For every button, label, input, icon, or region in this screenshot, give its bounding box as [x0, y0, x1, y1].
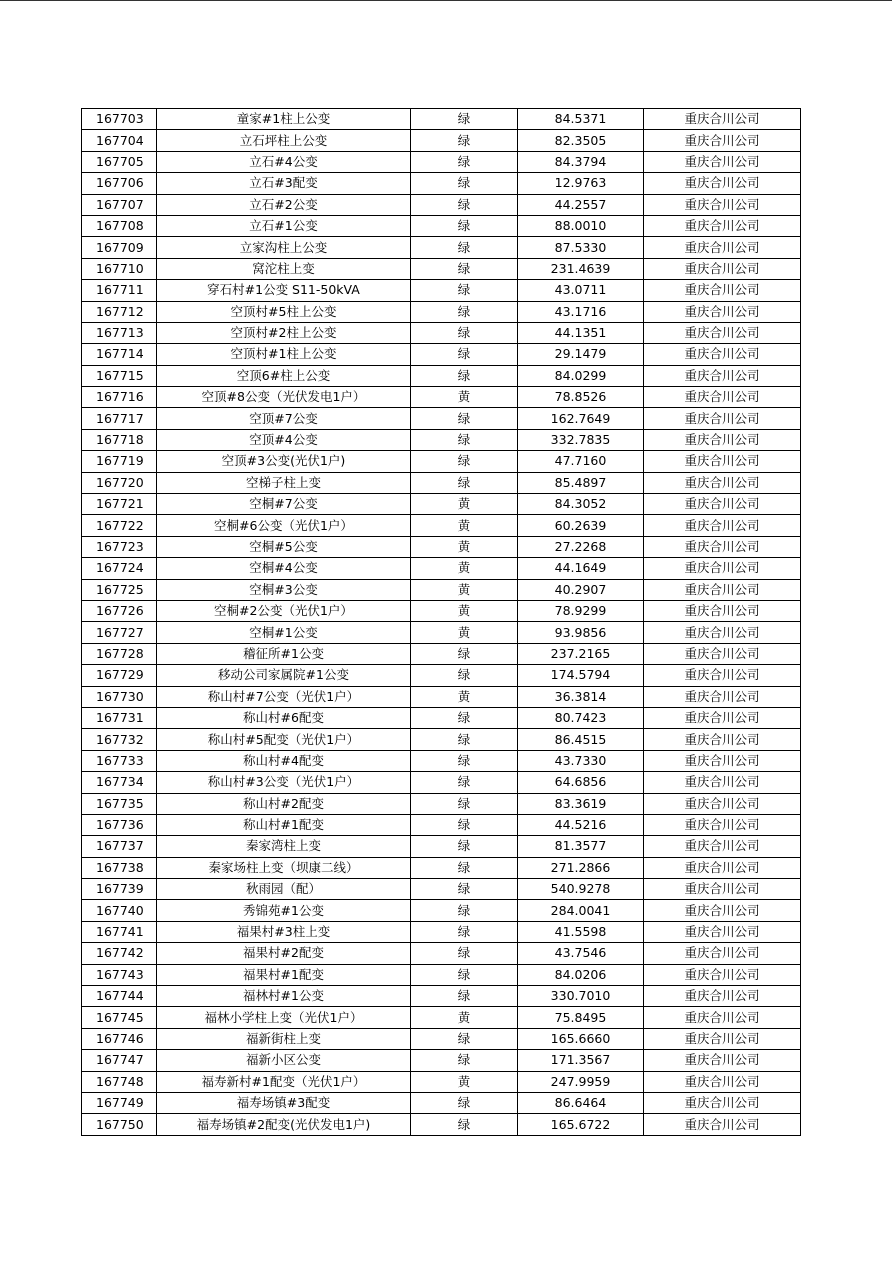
- table-row: [82, 387, 801, 408]
- company-cell: 重庆合川公司: [644, 921, 801, 942]
- status-cell: 绿: [411, 772, 518, 793]
- transformer-name: 窝沱柱上变: [157, 258, 411, 279]
- value-cell: 271.2866: [518, 857, 644, 878]
- status-cell: 绿: [411, 707, 518, 728]
- company-cell: 重庆合川公司: [644, 173, 801, 194]
- value-cell: 540.9278: [518, 879, 644, 900]
- company-cell: 重庆合川公司: [644, 729, 801, 750]
- row-id: 167744: [82, 986, 157, 1007]
- table-body: [82, 109, 801, 1136]
- table-row: [82, 729, 801, 750]
- value-cell: 64.6856: [518, 772, 644, 793]
- company-cell: 重庆合川公司: [644, 879, 801, 900]
- table-row: [82, 322, 801, 343]
- transformer-name: 空桐#1公变: [157, 622, 411, 643]
- row-id: 167713: [82, 322, 157, 343]
- company-cell: 重庆合川公司: [644, 408, 801, 429]
- table-row: [82, 665, 801, 686]
- company-cell: 重庆合川公司: [644, 494, 801, 515]
- table-row: [82, 558, 801, 579]
- transformer-name: 立石#3配变: [157, 173, 411, 194]
- transformer-name: 立石#4公变: [157, 151, 411, 172]
- table-row: [82, 237, 801, 258]
- status-cell: 绿: [411, 429, 518, 450]
- transformer-name: 空顶6#柱上公变: [157, 365, 411, 386]
- table-row: [82, 879, 801, 900]
- status-cell: 绿: [411, 344, 518, 365]
- value-cell: 87.5330: [518, 237, 644, 258]
- transformer-name: 秋雨园（配）: [157, 879, 411, 900]
- transformer-name: 空桐#3公变: [157, 579, 411, 600]
- row-id: 167715: [82, 365, 157, 386]
- transformer-name: 空桐#6公变（光伏1户）: [157, 515, 411, 536]
- transformer-name: 立石坪柱上公变: [157, 130, 411, 151]
- value-cell: 80.7423: [518, 707, 644, 728]
- transformer-name: 福林小学柱上变（光伏1户）: [157, 1007, 411, 1028]
- row-id: 167706: [82, 173, 157, 194]
- company-cell: 重庆合川公司: [644, 665, 801, 686]
- row-id: 167705: [82, 151, 157, 172]
- row-id: 167736: [82, 814, 157, 835]
- transformer-name: 称山村#1配变: [157, 814, 411, 835]
- status-cell: 绿: [411, 151, 518, 172]
- company-cell: 重庆合川公司: [644, 1007, 801, 1028]
- company-cell: 重庆合川公司: [644, 536, 801, 557]
- company-cell: 重庆合川公司: [644, 622, 801, 643]
- table-row: [82, 1050, 801, 1071]
- table-row: [82, 109, 801, 130]
- value-cell: 43.7330: [518, 750, 644, 771]
- value-cell: 84.0299: [518, 365, 644, 386]
- value-cell: 27.2268: [518, 536, 644, 557]
- table-row: [82, 600, 801, 621]
- row-id: 167716: [82, 387, 157, 408]
- value-cell: 165.6722: [518, 1114, 644, 1135]
- value-cell: 29.1479: [518, 344, 644, 365]
- status-cell: 绿: [411, 258, 518, 279]
- value-cell: 44.1351: [518, 322, 644, 343]
- status-cell: 绿: [411, 301, 518, 322]
- status-cell: 黄: [411, 387, 518, 408]
- table-row: [82, 686, 801, 707]
- status-cell: 绿: [411, 665, 518, 686]
- status-cell: 绿: [411, 1028, 518, 1049]
- value-cell: 86.4515: [518, 729, 644, 750]
- transformer-name: 秦家湾柱上变: [157, 836, 411, 857]
- transformer-name: 空顶#3公变(光伏1户): [157, 451, 411, 472]
- row-id: 167741: [82, 921, 157, 942]
- transformer-name: 立石#1公变: [157, 215, 411, 236]
- table-row: [82, 964, 801, 985]
- table-row: [82, 173, 801, 194]
- transformer-name: 立家沟柱上公变: [157, 237, 411, 258]
- status-cell: 绿: [411, 729, 518, 750]
- status-cell: 绿: [411, 280, 518, 301]
- row-id: 167720: [82, 472, 157, 493]
- status-cell: 绿: [411, 109, 518, 130]
- company-cell: 重庆合川公司: [644, 707, 801, 728]
- transformer-name: 秀锦苑#1公变: [157, 900, 411, 921]
- company-cell: 重庆合川公司: [644, 151, 801, 172]
- value-cell: 41.5598: [518, 921, 644, 942]
- company-cell: 重庆合川公司: [644, 1028, 801, 1049]
- value-cell: 78.9299: [518, 600, 644, 621]
- status-cell: 绿: [411, 472, 518, 493]
- transformer-name: 空桐#2公变（光伏1户）: [157, 600, 411, 621]
- company-cell: 重庆合川公司: [644, 451, 801, 472]
- row-id: 167719: [82, 451, 157, 472]
- table-row: [82, 622, 801, 643]
- table-row: [82, 1007, 801, 1028]
- value-cell: 84.3794: [518, 151, 644, 172]
- company-cell: 重庆合川公司: [644, 579, 801, 600]
- company-cell: 重庆合川公司: [644, 365, 801, 386]
- value-cell: 44.2557: [518, 194, 644, 215]
- status-cell: 绿: [411, 986, 518, 1007]
- value-cell: 43.0711: [518, 280, 644, 301]
- transformer-name: 空桐#5公变: [157, 536, 411, 557]
- status-cell: 绿: [411, 194, 518, 215]
- table-row: [82, 429, 801, 450]
- value-cell: 162.7649: [518, 408, 644, 429]
- row-id: 167711: [82, 280, 157, 301]
- status-cell: 绿: [411, 408, 518, 429]
- transformer-name: 称山村#7公变（光伏1户）: [157, 686, 411, 707]
- transformer-name: 福寿新村#1配变（光伏1户）: [157, 1071, 411, 1092]
- transformer-name: 福果村#1配变: [157, 964, 411, 985]
- table-row: [82, 151, 801, 172]
- value-cell: 81.3577: [518, 836, 644, 857]
- row-id: 167728: [82, 643, 157, 664]
- status-cell: 绿: [411, 451, 518, 472]
- row-id: 167749: [82, 1092, 157, 1113]
- value-cell: 82.3505: [518, 130, 644, 151]
- status-cell: 绿: [411, 750, 518, 771]
- transformer-name: 福寿场镇#2配变(光伏发电1户): [157, 1114, 411, 1135]
- row-id: 167710: [82, 258, 157, 279]
- table-row: [82, 814, 801, 835]
- transformer-name: 称山村#4配变: [157, 750, 411, 771]
- row-id: 167742: [82, 943, 157, 964]
- row-id: 167723: [82, 536, 157, 557]
- page-top-border: [0, 0, 892, 1]
- row-id: 167734: [82, 772, 157, 793]
- row-id: 167743: [82, 964, 157, 985]
- status-cell: 黄: [411, 536, 518, 557]
- table-row: [82, 451, 801, 472]
- status-cell: 黄: [411, 686, 518, 707]
- row-id: 167750: [82, 1114, 157, 1135]
- transformer-name: 福寿场镇#3配变: [157, 1092, 411, 1113]
- transformer-name: 福果村#2配变: [157, 943, 411, 964]
- value-cell: 85.4897: [518, 472, 644, 493]
- company-cell: 重庆合川公司: [644, 1114, 801, 1135]
- company-cell: 重庆合川公司: [644, 109, 801, 130]
- transformer-name: 穿石村#1公变 S11-50kVA: [157, 280, 411, 301]
- transformer-name: 空桐#7公变: [157, 494, 411, 515]
- status-cell: 绿: [411, 1114, 518, 1135]
- company-cell: 重庆合川公司: [644, 750, 801, 771]
- status-cell: 绿: [411, 900, 518, 921]
- value-cell: 78.8526: [518, 387, 644, 408]
- status-cell: 绿: [411, 1050, 518, 1071]
- transformer-name: 空桐#4公变: [157, 558, 411, 579]
- table-row: [82, 579, 801, 600]
- status-cell: 绿: [411, 322, 518, 343]
- company-cell: 重庆合川公司: [644, 900, 801, 921]
- transformer-name: 空顶#8公变（光伏发电1户）: [157, 387, 411, 408]
- table-row: [82, 1028, 801, 1049]
- value-cell: 36.3814: [518, 686, 644, 707]
- status-cell: 绿: [411, 943, 518, 964]
- company-cell: 重庆合川公司: [644, 1050, 801, 1071]
- status-cell: 绿: [411, 215, 518, 236]
- transformer-name: 立石#2公变: [157, 194, 411, 215]
- value-cell: 332.7835: [518, 429, 644, 450]
- table-row: [82, 643, 801, 664]
- table-row: [82, 215, 801, 236]
- table-row: [82, 365, 801, 386]
- row-id: 167740: [82, 900, 157, 921]
- table-row: [82, 1071, 801, 1092]
- value-cell: 174.5794: [518, 665, 644, 686]
- company-cell: 重庆合川公司: [644, 280, 801, 301]
- table-row: [82, 194, 801, 215]
- row-id: 167704: [82, 130, 157, 151]
- status-cell: 绿: [411, 643, 518, 664]
- company-cell: 重庆合川公司: [644, 515, 801, 536]
- company-cell: 重庆合川公司: [644, 600, 801, 621]
- transformer-name: 稽征所#1公变: [157, 643, 411, 664]
- value-cell: 171.3567: [518, 1050, 644, 1071]
- company-cell: 重庆合川公司: [644, 986, 801, 1007]
- row-id: 167732: [82, 729, 157, 750]
- company-cell: 重庆合川公司: [644, 322, 801, 343]
- status-cell: 绿: [411, 879, 518, 900]
- company-cell: 重庆合川公司: [644, 964, 801, 985]
- row-id: 167746: [82, 1028, 157, 1049]
- value-cell: 40.2907: [518, 579, 644, 600]
- status-cell: 绿: [411, 1092, 518, 1113]
- table-row: [82, 900, 801, 921]
- transformer-table: [81, 108, 801, 1136]
- table-row: [82, 943, 801, 964]
- value-cell: 75.8495: [518, 1007, 644, 1028]
- company-cell: 重庆合川公司: [644, 643, 801, 664]
- row-id: 167724: [82, 558, 157, 579]
- row-id: 167748: [82, 1071, 157, 1092]
- transformer-name: 福新小区公变: [157, 1050, 411, 1071]
- value-cell: 84.5371: [518, 109, 644, 130]
- company-cell: 重庆合川公司: [644, 344, 801, 365]
- row-id: 167709: [82, 237, 157, 258]
- table-row: [82, 515, 801, 536]
- company-cell: 重庆合川公司: [644, 686, 801, 707]
- row-id: 167727: [82, 622, 157, 643]
- row-id: 167703: [82, 109, 157, 130]
- row-id: 167737: [82, 836, 157, 857]
- transformer-name: 秦家场柱上变（坝康二线）: [157, 857, 411, 878]
- row-id: 167735: [82, 793, 157, 814]
- company-cell: 重庆合川公司: [644, 943, 801, 964]
- status-cell: 黄: [411, 1071, 518, 1092]
- transformer-name: 称山村#6配变: [157, 707, 411, 728]
- value-cell: 47.7160: [518, 451, 644, 472]
- table-row: [82, 1092, 801, 1113]
- value-cell: 43.1716: [518, 301, 644, 322]
- row-id: 167730: [82, 686, 157, 707]
- row-id: 167729: [82, 665, 157, 686]
- table-row: [82, 793, 801, 814]
- transformer-name: 福新街柱上变: [157, 1028, 411, 1049]
- status-cell: 绿: [411, 857, 518, 878]
- status-cell: 绿: [411, 365, 518, 386]
- company-cell: 重庆合川公司: [644, 836, 801, 857]
- status-cell: 绿: [411, 964, 518, 985]
- transformer-name: 空顶#7公变: [157, 408, 411, 429]
- transformer-name: 空梯子柱上变: [157, 472, 411, 493]
- company-cell: 重庆合川公司: [644, 793, 801, 814]
- value-cell: 44.1649: [518, 558, 644, 579]
- table-row: [82, 408, 801, 429]
- value-cell: 60.2639: [518, 515, 644, 536]
- row-id: 167738: [82, 857, 157, 878]
- company-cell: 重庆合川公司: [644, 814, 801, 835]
- company-cell: 重庆合川公司: [644, 130, 801, 151]
- company-cell: 重庆合川公司: [644, 1092, 801, 1113]
- table-row: [82, 857, 801, 878]
- transformer-name: 移动公司家属院#1公变: [157, 665, 411, 686]
- status-cell: 黄: [411, 622, 518, 643]
- value-cell: 86.6464: [518, 1092, 644, 1113]
- status-cell: 绿: [411, 836, 518, 857]
- row-id: 167712: [82, 301, 157, 322]
- value-cell: 284.0041: [518, 900, 644, 921]
- table-row: [82, 836, 801, 857]
- status-cell: 绿: [411, 173, 518, 194]
- transformer-name: 空顶#4公变: [157, 429, 411, 450]
- status-cell: 黄: [411, 1007, 518, 1028]
- status-cell: 黄: [411, 579, 518, 600]
- status-cell: 黄: [411, 494, 518, 515]
- transformer-name: 称山村#3公变（光伏1户）: [157, 772, 411, 793]
- row-id: 167717: [82, 408, 157, 429]
- company-cell: 重庆合川公司: [644, 194, 801, 215]
- status-cell: 绿: [411, 814, 518, 835]
- transformer-name: 称山村#5配变（光伏1户）: [157, 729, 411, 750]
- status-cell: 绿: [411, 237, 518, 258]
- value-cell: 84.0206: [518, 964, 644, 985]
- company-cell: 重庆合川公司: [644, 472, 801, 493]
- value-cell: 44.5216: [518, 814, 644, 835]
- row-id: 167739: [82, 879, 157, 900]
- transformer-name: 福果村#3柱上变: [157, 921, 411, 942]
- transformer-name: 童家#1柱上公变: [157, 109, 411, 130]
- value-cell: 231.4639: [518, 258, 644, 279]
- row-id: 167733: [82, 750, 157, 771]
- transformer-name: 空顶村#2柱上公变: [157, 322, 411, 343]
- table-row: [82, 772, 801, 793]
- company-cell: 重庆合川公司: [644, 429, 801, 450]
- value-cell: 84.3052: [518, 494, 644, 515]
- table-row: [82, 986, 801, 1007]
- status-cell: 黄: [411, 600, 518, 621]
- table-row: [82, 280, 801, 301]
- value-cell: 247.9959: [518, 1071, 644, 1092]
- value-cell: 330.7010: [518, 986, 644, 1007]
- company-cell: 重庆合川公司: [644, 237, 801, 258]
- value-cell: 12.9763: [518, 173, 644, 194]
- company-cell: 重庆合川公司: [644, 857, 801, 878]
- table-row: [82, 750, 801, 771]
- company-cell: 重庆合川公司: [644, 558, 801, 579]
- value-cell: 93.9856: [518, 622, 644, 643]
- row-id: 167721: [82, 494, 157, 515]
- table-row: [82, 130, 801, 151]
- table-row: [82, 301, 801, 322]
- value-cell: 88.0010: [518, 215, 644, 236]
- company-cell: 重庆合川公司: [644, 772, 801, 793]
- table-row: [82, 536, 801, 557]
- table-row: [82, 258, 801, 279]
- transformer-name: 称山村#2配变: [157, 793, 411, 814]
- row-id: 167718: [82, 429, 157, 450]
- table-row: [82, 1114, 801, 1135]
- row-id: 167725: [82, 579, 157, 600]
- transformer-name: 空顶村#5柱上公变: [157, 301, 411, 322]
- row-id: 167722: [82, 515, 157, 536]
- row-id: 167747: [82, 1050, 157, 1071]
- row-id: 167714: [82, 344, 157, 365]
- table-row: [82, 921, 801, 942]
- value-cell: 237.2165: [518, 643, 644, 664]
- table-row: [82, 494, 801, 515]
- table-row: [82, 344, 801, 365]
- status-cell: 绿: [411, 130, 518, 151]
- table-row: [82, 472, 801, 493]
- transformer-name: 空顶村#1柱上公变: [157, 344, 411, 365]
- company-cell: 重庆合川公司: [644, 215, 801, 236]
- value-cell: 43.7546: [518, 943, 644, 964]
- row-id: 167708: [82, 215, 157, 236]
- status-cell: 绿: [411, 921, 518, 942]
- company-cell: 重庆合川公司: [644, 301, 801, 322]
- row-id: 167726: [82, 600, 157, 621]
- row-id: 167745: [82, 1007, 157, 1028]
- company-cell: 重庆合川公司: [644, 258, 801, 279]
- company-cell: 重庆合川公司: [644, 1071, 801, 1092]
- table-row: [82, 707, 801, 728]
- value-cell: 83.3619: [518, 793, 644, 814]
- company-cell: 重庆合川公司: [644, 387, 801, 408]
- value-cell: 165.6660: [518, 1028, 644, 1049]
- row-id: 167731: [82, 707, 157, 728]
- status-cell: 绿: [411, 793, 518, 814]
- status-cell: 黄: [411, 558, 518, 579]
- row-id: 167707: [82, 194, 157, 215]
- status-cell: 黄: [411, 515, 518, 536]
- transformer-name: 福林村#1公变: [157, 986, 411, 1007]
